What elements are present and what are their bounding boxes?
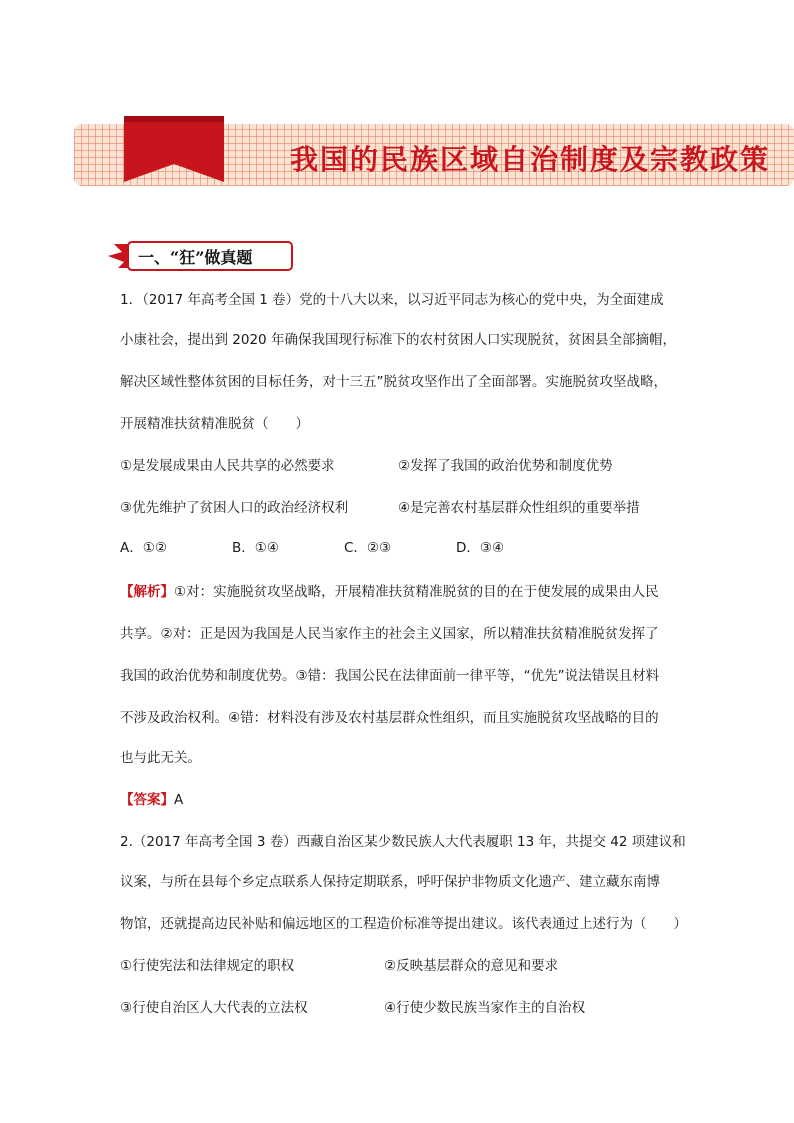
q1-answer — [120, 790, 183, 810]
q2-line-2: 议案，与所在县每个乡定点联系人保持定期联系，呼吁保护非物质文化遗产、建立藏东南博 — [120, 874, 660, 890]
analysis-tag: 【解析】 — [120, 584, 174, 600]
q2-option-3: ③行使自治区人大代表的立法权 — [120, 1000, 308, 1016]
q1-analysis-line-2: 共享。②对：正是因为我国是人民当家作主的社会主义国家，所以精准扶贫精准脱贫发挥了 — [120, 626, 659, 642]
q2-line-3: 物馆，还就提高边民补贴和偏远地区的工程造价标准等提出建议。该代表通过上述行为（ ） — [120, 916, 687, 932]
q1-choice-b: B．①④ — [232, 540, 279, 556]
q2-option-1: ①行使宪法和法律规定的职权 — [120, 958, 295, 974]
q1-choice-d: D．③④ — [456, 540, 505, 556]
q1-option-4: ④是完善农村基层群众性组织的重要举措 — [398, 500, 640, 516]
q1-analysis-line-1 — [120, 582, 659, 602]
q1-line-2: 小康社会，提出到 2020 年确保我国现行标准下的农村贫困人口实现脱贫，贫困县全部摘帽， — [120, 332, 676, 348]
q2-option-2: ②反映基层群众的意见和要求 — [384, 958, 559, 974]
q1-line-1: 1．（2017 年高考全国 1 卷）党的十八大以来，以习近平同志为核心的党中央，为全面建成 — [120, 292, 664, 308]
answer-tag: 【答案】 — [120, 792, 174, 808]
ribbon-decoration — [124, 116, 224, 182]
q1-analysis-line-4: 不涉及政治权利。④错：材料没有涉及农村基层群众性组织，而且实施脱贫攻坚战略的目的 — [120, 710, 659, 726]
q1-option-2: ②发挥了我国的政治优势和制度优势 — [398, 458, 613, 474]
q1-analysis-line-5: 也与此无关。 — [120, 750, 201, 766]
q1-option-1: ①是发展成果由人民共享的必然要求 — [120, 458, 335, 474]
q1-choice-c: C．②③ — [344, 540, 392, 556]
page-title: 我国的民族区域自治制度及宗教政策 — [289, 143, 770, 176]
q1-option-3: ③优先维护了贫困人口的政治经济权利 — [120, 500, 349, 516]
q1-choice-a: A．①② — [120, 540, 167, 556]
q2-line-1: 2.（2017 年高考全国 3 卷）西藏自治区某少数民族人大代表履职 13 年，共提交 42 项建议和 — [120, 834, 686, 850]
q1-line-3: 解决区域性整体贫困的目标任务，对十三五”脱贫攻坚作出了全面部署。实施脱贫攻坚战略， — [120, 374, 667, 390]
section-heading: 一、“狂”做真题 — [138, 248, 253, 267]
analysis-text: ①对：实施脱贫攻坚战略，开展精准扶贫精准脱贫的目的在于使发展的成果由人民 — [174, 584, 659, 600]
q1-line-4: 开展精准扶贫精准脱贫（ ） — [120, 416, 309, 432]
q1-analysis-line-3: 我国的政治优势和制度优势。③错：我国公民在法律面前一律平等，“优先”说法错误且材料 — [120, 668, 660, 684]
q2-option-4: ④行使少数民族当家作主的自治权 — [384, 1000, 586, 1016]
answer-value: A — [174, 792, 184, 808]
